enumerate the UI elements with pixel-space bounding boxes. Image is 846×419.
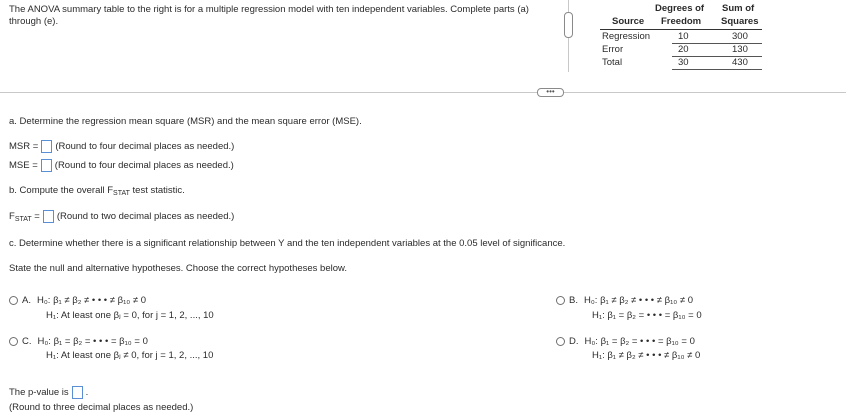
fstat-equals: = <box>31 211 40 223</box>
fstat-note: (Round to two decimal places as needed.) <box>56 211 235 223</box>
option-b[interactable] <box>556 295 693 306</box>
source-header: Source <box>612 16 645 27</box>
option-a-h0: H₀: β₁ ≠ β₂ ≠ • • • ≠ β₁₀ ≠ 0 <box>36 295 147 306</box>
row-source: Error <box>602 44 624 55</box>
row-df: 30 <box>678 57 689 68</box>
mse-label: MSE = <box>9 160 38 172</box>
option-d-h0: H₀: β₁ = β₂ = • • • = β₁₀ = 0 <box>584 336 695 347</box>
option-a-radio[interactable] <box>9 296 18 305</box>
option-b-h1: H₁: β₁ = β₂ = • • • = β₁₀ = 0 <box>592 310 702 321</box>
option-d-letter: D. <box>569 336 579 347</box>
row-ss: 300 <box>732 31 748 42</box>
stat-subscript: STAT <box>113 190 130 197</box>
fstat-input[interactable] <box>43 210 54 223</box>
ss-header-line2: Squares <box>721 16 759 27</box>
anova-header-rule <box>600 29 762 30</box>
row-source: Total <box>602 57 623 68</box>
row-rule <box>672 69 762 70</box>
option-b-h0: H₀: β₁ ≠ β₂ ≠ • • • ≠ β₁₀ ≠ 0 <box>583 295 694 306</box>
option-d[interactable] <box>556 336 695 347</box>
fstat-label: F <box>9 211 15 223</box>
option-d-h1: H₁: β₁ ≠ β₂ ≠ • • • ≠ β₁₀ ≠ 0 <box>592 350 701 361</box>
part-a-question: a. Determine the regression mean square (MSR) and the mean square error (MSE). <box>9 116 362 127</box>
pvalue-suffix: . <box>85 387 89 399</box>
msr-note: (Round to four decimal places as needed.) <box>55 141 235 153</box>
part-c-instruction: State the null and alternative hypotheses. Choose the correct hypotheses below. <box>9 263 347 274</box>
horizontal-divider <box>0 92 846 93</box>
expand-handle[interactable]: ••• <box>537 88 564 97</box>
ss-header-line1: Sum of <box>722 3 755 14</box>
option-c-h1: H₁: At least one βⱼ ≠ 0, for j = 1, 2, ..., 10 <box>46 350 214 361</box>
pvalue-input[interactable] <box>72 386 83 399</box>
part-b-question-suffix: test statistic. <box>129 185 185 196</box>
msr-label: MSR = <box>9 141 39 153</box>
option-a[interactable] <box>9 295 146 306</box>
msr-input[interactable] <box>41 140 52 153</box>
fstat-row <box>9 210 234 223</box>
part-b-question <box>9 185 185 197</box>
option-b-letter: B. <box>569 295 578 306</box>
part-c-question: c. Determine whether there is a significant relationship between Y and the ten independent variables at the 0.05 level of significance. <box>9 238 566 249</box>
mse-input[interactable] <box>41 159 52 172</box>
pvalue-row <box>9 386 88 399</box>
fstat-subscript: STAT <box>14 216 32 224</box>
row-ss: 130 <box>732 44 748 55</box>
option-c[interactable] <box>9 336 148 347</box>
option-d-radio[interactable] <box>556 337 565 346</box>
option-c-radio[interactable] <box>9 337 18 346</box>
part-b-question-text: b. Compute the overall F <box>9 185 114 196</box>
intro-text: The ANOVA summary table to the right is for a multiple regression model with ten independent variables. Complete parts (a) through (e). <box>9 4 529 27</box>
option-c-letter: C. <box>22 336 32 347</box>
pvalue-label: The p-value is <box>9 387 69 399</box>
row-ss: 430 <box>732 57 748 68</box>
df-header-line1: Degrees of <box>655 3 705 14</box>
option-b-radio[interactable] <box>556 296 565 305</box>
pvalue-note: (Round to three decimal places as needed.) <box>9 402 194 413</box>
option-a-h1: H₁: At least one βⱼ = 0, for j = 1, 2, ..., 10 <box>46 310 214 321</box>
mse-row <box>9 159 234 172</box>
msr-row <box>9 140 234 153</box>
row-df: 20 <box>678 44 689 55</box>
option-c-h0: H₀: β₁ = β₂ = • • • = β₁₀ = 0 <box>37 336 148 347</box>
df-header-line2: Freedom <box>661 16 702 27</box>
row-df: 10 <box>678 31 689 42</box>
mse-note: (Round to four decimal places as needed.) <box>54 160 234 172</box>
row-source: Regression <box>602 31 651 42</box>
vertical-resize-handle[interactable] <box>564 12 573 38</box>
option-a-letter: A. <box>22 295 31 306</box>
